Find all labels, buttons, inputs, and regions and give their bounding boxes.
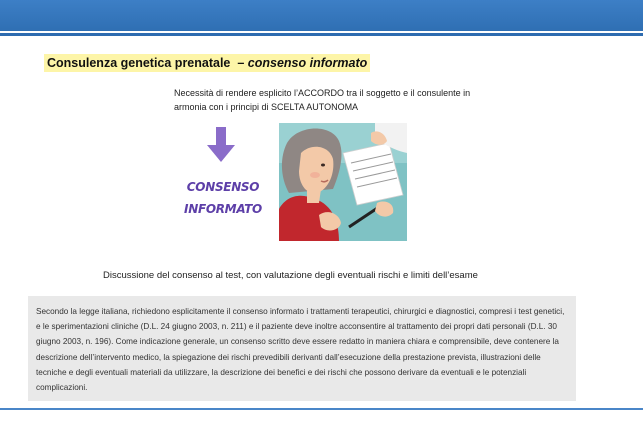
slide-title xyxy=(44,54,370,72)
patient-signing-consent-illustration xyxy=(279,123,407,241)
down-arrow-icon xyxy=(205,127,237,163)
header-bar xyxy=(0,0,643,31)
title-emphasis: consenso informato xyxy=(247,56,368,70)
title-separator: – xyxy=(237,56,245,70)
consenso-line1: CONSENSO xyxy=(186,180,260,194)
title-main: Consulenza genetica prenatale xyxy=(47,56,231,70)
legal-text: Secondo la legge italiana, richiedono esplicitamente il consenso informato i trattamenti terapeutici, chirurgici e diagnostici, compresi i test genetici, e le sperimentazioni cliniche (D.L. 24 giugno 2003, n. 211) e il paziente deve inoltre acconsentire al trattamento dei propri dati personali (D.L. 30 giugno 2003, n. 196). Come indicazione generale, un consenso scritto deve essere redatto in maniera chiara e comprensibile, deve contenere la descrizione dell’intervento medico, la spiegazione dei rischi prevedibili derivanti dall’esecuzione della prestazione prevista, illustrazioni delle tecniche e degli eventuali materiali da utilizzare, la descrizione dei benefici e dei rischi che possono derivare da eventuali e le potenziali complicazioni. xyxy=(36,307,565,393)
legal-info-box xyxy=(28,296,576,401)
intro-text: Necessità di rendere esplicito l’ACCORDO tra il soggetto e il consulente in armonia con i principi di SCELTA AUTONOMA xyxy=(174,88,471,112)
footer-rule xyxy=(0,408,643,410)
consenso-informato-label xyxy=(178,176,268,220)
consenso-line2: INFORMATO xyxy=(184,202,262,216)
header-rule xyxy=(0,33,643,36)
discussion-text: Discussione del consenso al test, con valutazione degli eventuali rischi e limiti dell’esame xyxy=(103,270,478,281)
